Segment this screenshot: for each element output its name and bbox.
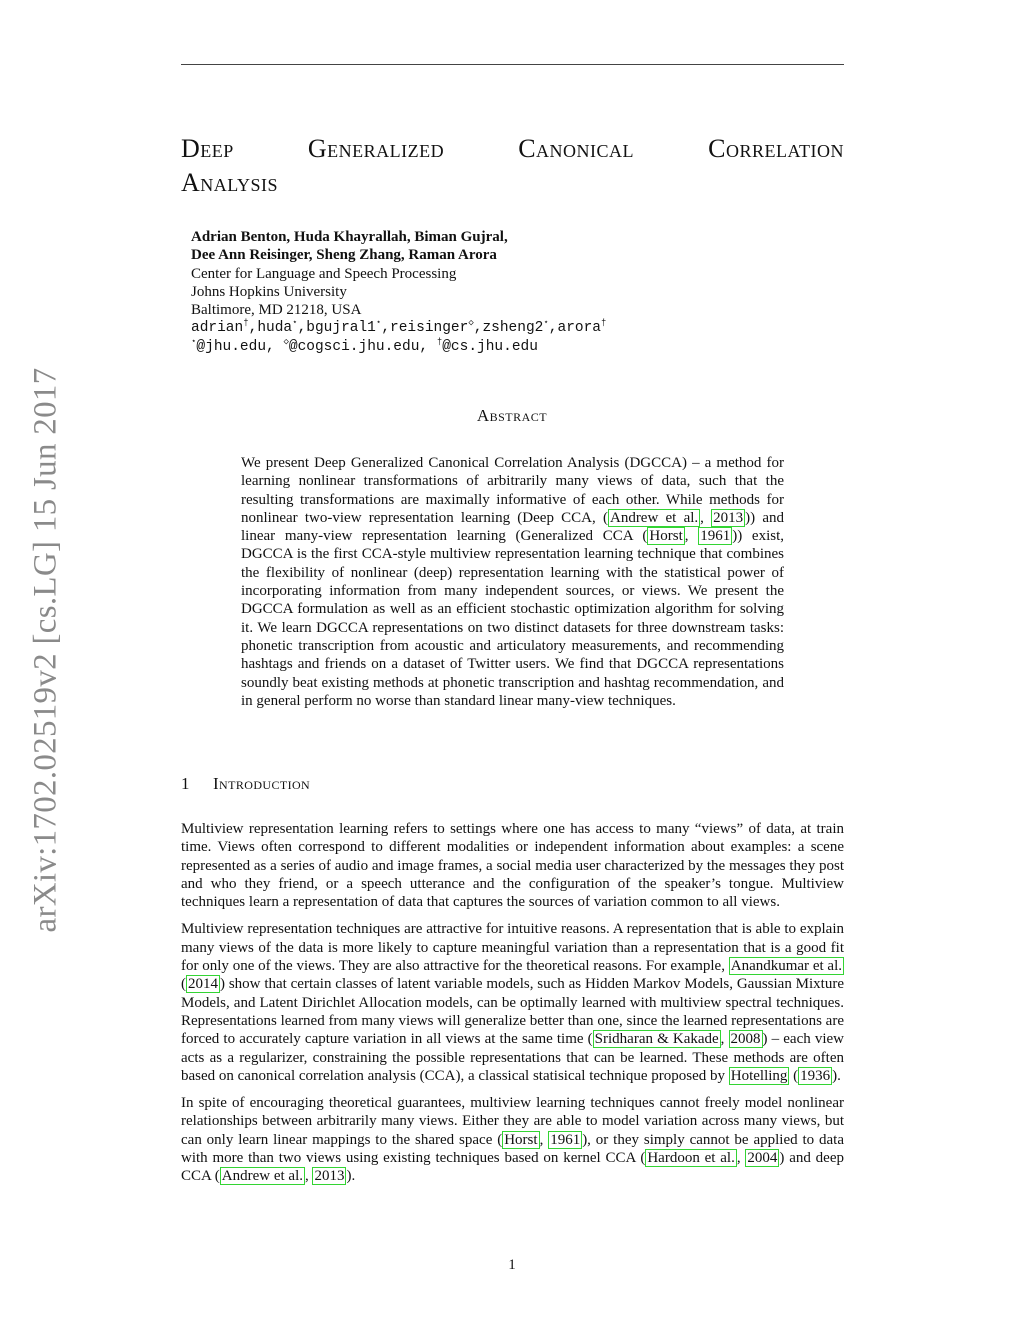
author-names-line-2: Dee Ann Reisinger, Sheng Zhang, Raman Arora — [191, 247, 497, 264]
paragraph: In spite of encouraging theoretical guarantees, multiview learning techniques cannot freely model nonlinear relationships between arbitrarily many views. Either they are able to model variation across many views, but can only learn linear mappings to the shared space ( Horst , 1961 ), or they simply cannot be applied to data with more than two views using existing techniques based on kernel CCA ( Hardoon et al. , 2004 ) and deep CCA ( Andrew et al. , 2013 ). — [181, 1095, 844, 1185]
citation-link[interactable]: 2014 — [188, 976, 218, 993]
citation-link[interactable]: Horst — [649, 528, 683, 545]
citation-link[interactable]: 2013 — [314, 1168, 345, 1185]
citation-link[interactable]: Andrew et al. — [221, 1168, 303, 1185]
abstract-heading: Abstract — [476, 406, 548, 425]
title-word: Canonical — [518, 134, 635, 163]
citation-link[interactable]: Horst — [504, 1131, 538, 1148]
paper-title — [181, 132, 844, 200]
paragraph: Multiview representation techniques are attractive for intuitive reasons. A representation that is able to explain many views of the data is more likely to capture meaningful variation than a representation that is a good fit for only one of the views. They are also attractive for the theoretical reasons. For example, Anandkumar et al. ( 2014 ) show that certain classes of latent variable models, such as Hidden Markov Models, Gaussian Mixture Models, and Latent Dirichlet Allocation models, can be optimally learned with multiview spectral techniques. Representations learned from many views will generalize better than one, since the learned representations are forced to accurately capture variation in all views at the same time ( Sridharan & Kakade , 2008 ) – each view acts as a regularizer, constraining the possible representations that can be learned. These methods are often based on canonical correlation analysis (CCA), a classical statisical technique proposed by Hotelling ( 1936 ). — [181, 921, 845, 1084]
citation-link[interactable]: 2013 — [713, 509, 744, 526]
university: Johns Hopkins University — [191, 283, 347, 300]
author-emails: adrian†,huda⋆,bgujral1⋆,reisinger◇,zsheng2⋆,arora† — [191, 318, 607, 337]
citation-link[interactable]: 1936 — [800, 1067, 831, 1084]
title-word: Generalized — [307, 134, 445, 163]
author-block — [191, 228, 606, 356]
section-number: 1 — [181, 774, 190, 793]
citation-link[interactable]: Sridharan & Kakade — [594, 1031, 719, 1048]
title-line-2: Analysis — [181, 168, 278, 197]
arxiv-stamp — [26, 360, 66, 940]
title-word: Correlation — [708, 134, 844, 163]
citation-link[interactable]: Andrew et al. — [609, 509, 699, 526]
affiliation: Center for Language and Speech Processing — [191, 265, 457, 282]
section-title: Introduction — [213, 774, 311, 793]
top-rule — [181, 64, 844, 65]
section-heading-introduction — [181, 774, 310, 794]
citation-link[interactable]: 1961 — [700, 528, 731, 545]
citation-link[interactable]: 2008 — [730, 1031, 761, 1048]
arxiv-id-text: arXiv:1702.02519v2 [cs.LG] 15 Jun 2017 — [27, 367, 64, 933]
email-domains: ⋆@jhu.edu, ◇@cogsci.jhu.edu, †@cs.jhu.edu — [191, 336, 538, 355]
abstract-text: We present Deep Generalized Canonical Correlation Analysis (DGCCA) – a method for learning nonlinear transformations of arbitrarily many views of data, such that the resulting transformations are maximally informative of each other. While methods for nonlinear two-view representation learning (Deep CCA, ( Andrew et al. , 2013 )) and linear many-view representation learning (Generalized CCA ( Horst , 1961 )) exist, DGCCA is the first CCA-style multiview representation learning technique that combines the flexibility of nonlinear (deep) representation learning with the statistical power of incorporating information from many independent sources, or views. We present the DGCCA formulation as well as an efficient stochastic optimization algorithm for solving it. We learn DGCCA representations on two distinct datasets for three downstream tasks: phonetic transcription from acoustic and articulatory measurements, and recommending hashtags and friends on a dataset of Twitter users. We find that DGCCA representations soundly beat existing methods at phonetic transcription and hashtag recommendation, and in general perform no worse than standard linear many-view techniques. — [241, 455, 785, 709]
author-names-line-1: Adrian Benton, Huda Khayrallah, Biman Gujral, — [191, 229, 508, 245]
introduction-body — [181, 820, 844, 1195]
citation-link[interactable]: Anandkumar et al. — [730, 958, 842, 975]
citation-link[interactable]: Hotelling — [730, 1067, 788, 1084]
title-word: Deep — [181, 134, 234, 163]
citation-link[interactable]: Hardoon et al. — [647, 1150, 735, 1167]
paragraph: Multiview representation learning refers to settings where one has access to many “views” of data, at train time. Views often correspond to different modalities or independent information about examples: a scene represented as a series of audio and image frames, a social media user characterized by the messages they post and who they friend, or a speech utterance and the configuration of the speaker’s tongue. Multiview techniques learn a representation of data that captures the sources of variation common to all views. — [181, 821, 844, 911]
citation-link[interactable]: 2004 — [747, 1150, 778, 1167]
citation-link[interactable]: 1961 — [550, 1131, 581, 1148]
page-number: 1 — [508, 1257, 516, 1273]
address: Baltimore, MD 21218, USA — [191, 302, 362, 319]
